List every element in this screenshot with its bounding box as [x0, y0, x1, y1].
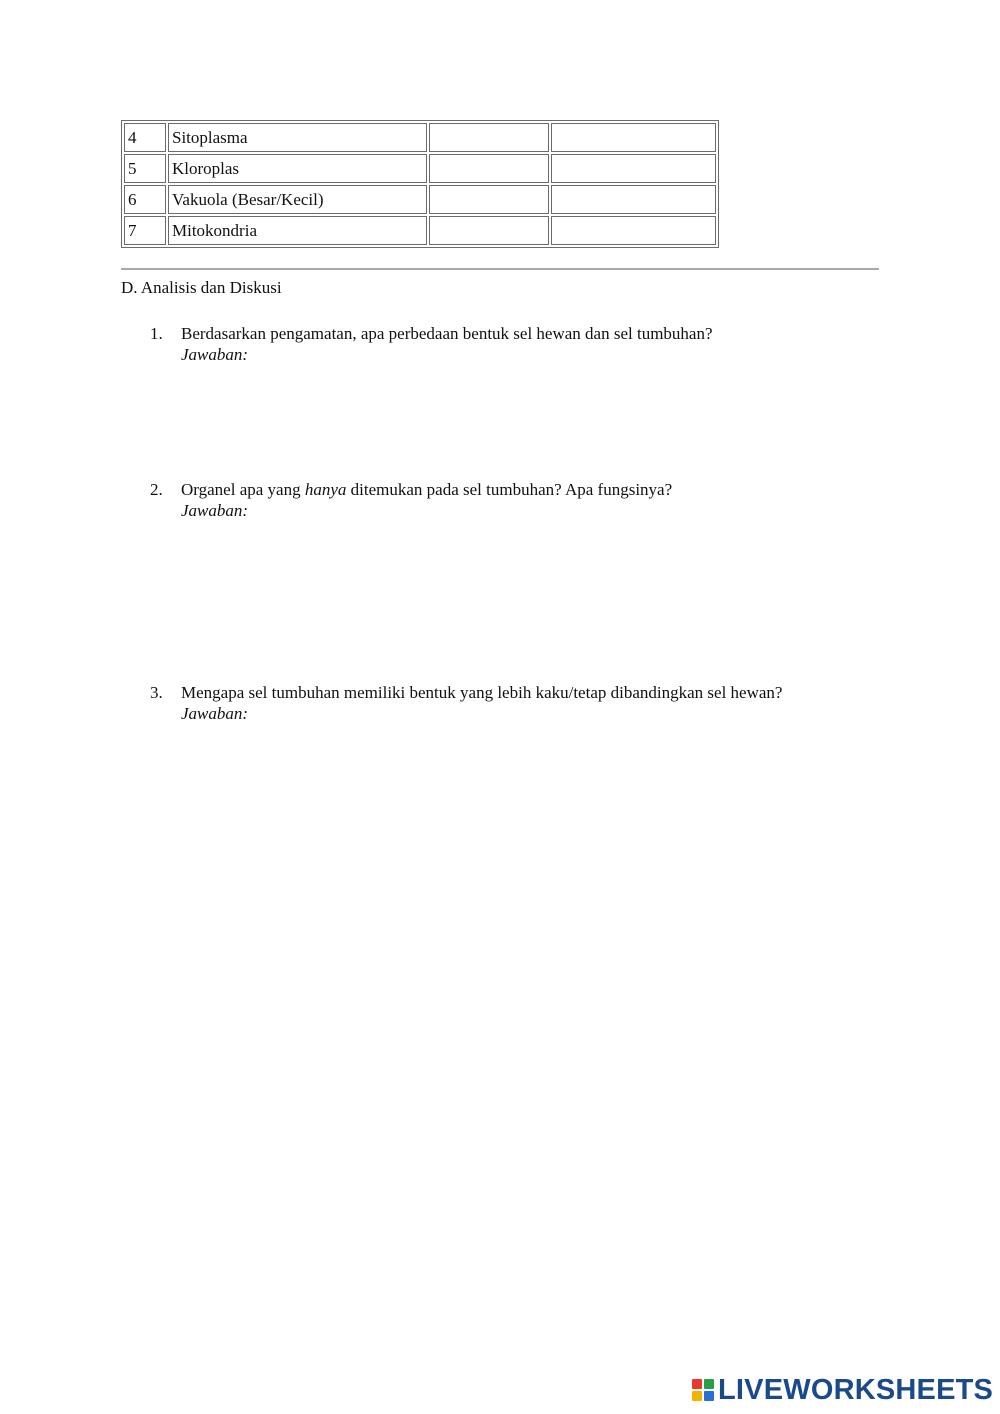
question-text: [181, 479, 672, 500]
table-row: [124, 216, 716, 245]
answer-cell[interactable]: [551, 154, 716, 183]
row-number: 4: [124, 123, 166, 152]
row-number: 5: [124, 154, 166, 183]
logo-square: [692, 1391, 702, 1401]
organel-name: Mitokondria: [168, 216, 427, 245]
organel-name: Kloroplas: [168, 154, 427, 183]
answer-cell[interactable]: [429, 216, 549, 245]
answer-cell[interactable]: [551, 216, 716, 245]
answer-cell[interactable]: [551, 185, 716, 214]
table-row: [124, 185, 716, 214]
question-number: 3.: [150, 683, 163, 702]
answer-cell[interactable]: [429, 185, 549, 214]
logo-square: [704, 1379, 714, 1389]
answer-cell[interactable]: [429, 123, 549, 152]
organel-name: Sitoplasma: [168, 123, 427, 152]
question-text-before: Organel apa yang: [181, 480, 305, 499]
brand-text: LIVEWORKSHEETS: [718, 1374, 994, 1406]
section-divider: [121, 268, 879, 270]
answer-label: Jawaban:: [181, 501, 249, 520]
organel-name: Vakuola (Besar/Kecil): [168, 185, 427, 214]
question-text-emphasis: hanya: [304, 480, 347, 499]
question-body: [181, 682, 782, 724]
question-body: [181, 479, 672, 521]
logo-square: [692, 1379, 702, 1389]
liveworksheets-logo-icon: [692, 1379, 714, 1401]
question-text: Berdasarkan pengamatan, apa perbedaan bentuk sel hewan dan sel tumbuhan?: [181, 324, 713, 343]
answer-label: Jawaban:: [181, 345, 249, 364]
answer-cell[interactable]: [429, 154, 549, 183]
answer-label: Jawaban:: [181, 704, 249, 723]
liveworksheets-brand: [692, 1374, 993, 1406]
table-row: [124, 154, 716, 183]
row-number: 6: [124, 185, 166, 214]
organel-table: [121, 120, 719, 248]
question-text: Mengapa sel tumbuhan memiliki bentuk yang lebih kaku/tetap dibandingkan sel hewan?: [181, 683, 783, 702]
answer-cell[interactable]: [551, 123, 716, 152]
table-row: [124, 123, 716, 152]
question-number: 2.: [150, 480, 163, 499]
question-body: [181, 323, 713, 365]
row-number: 7: [124, 216, 166, 245]
logo-square: [704, 1391, 714, 1401]
question-number: 1.: [150, 324, 163, 343]
section-title: D. Analisis dan Diskusi: [121, 278, 282, 297]
question-text-after: ditemukan pada sel tumbuhan? Apa fungsinya?: [346, 480, 673, 499]
